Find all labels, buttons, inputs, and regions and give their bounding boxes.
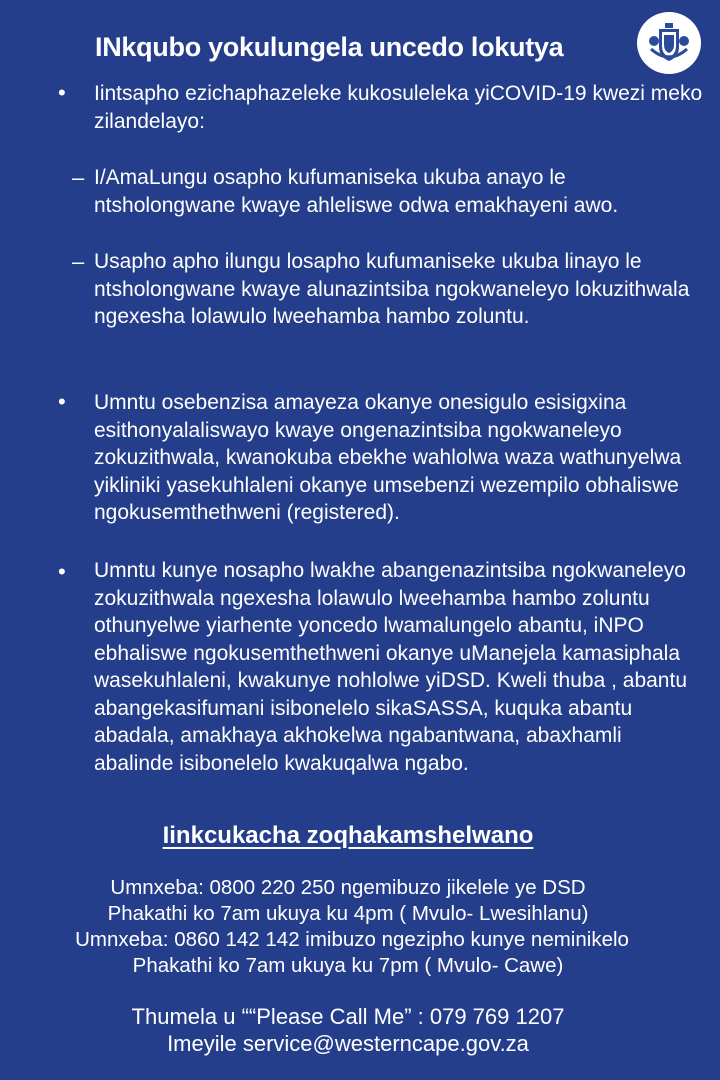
bullet-marker: • <box>58 389 66 414</box>
phone-line-general: Umnxeba: 0800 220 250 ngemibuzo jikelele ye DSD <box>110 876 586 899</box>
criteria-sub-item-1: I/AmaLungu osapho kufumaniseka ukuba anayo le ntsholongwane kwaye ahleliswe odwa emakhayeni awo. <box>94 166 619 217</box>
email-address[interactable]: Imeyile service@westerncape.gov.za <box>167 1031 529 1056</box>
western-cape-coat-of-arms-icon <box>645 19 693 67</box>
phone-line-donations: Umnxeba: 0860 142 142 imibuzo ngezipho kunye neminikelo <box>75 928 629 951</box>
bullet-marker: • <box>58 80 66 105</box>
contact-heading: Iinkcukacha zoqhakamshelwano <box>162 822 534 849</box>
criteria-sub-item-2: Usapho apho ilungu losapho kufumaniseke ukuba linayo le ntsholongwane kwaye alunazintsiba ngokwaneleyo lokuzithwala ngexesha lolawulo lweehamba hambo zoluntu. <box>94 250 690 328</box>
please-call-me-number: Thumela u ““Please Call Me” : 079 769 1207 <box>131 1004 565 1029</box>
dash-marker: – <box>72 249 85 274</box>
coat-of-arms-logo <box>637 12 701 74</box>
criteria-item-2: Umntu osebenzisa amayeza okanye onesigulo esisigxina esithonyalaliswayo kwaye ongenazintsiba ngokwaneleyo zokuzithwala, kwanokuba ebekhe wahlolwa waza wathunyelwa yikliniki yasekuhlaleni okanye umsebenzi wezempilo obhaliswe ngokusemthethweni (registered). <box>94 391 682 524</box>
hours-line-general: Phakathi ko 7am ukuya ku 4pm ( Mvulo- Lwesihlanu) <box>107 902 589 925</box>
criteria-item-3: Umntu kunye nosapho lwakhe abangenazintsiba ngokwaneleyo zokuzithwala ngexesha lolawulo lweehamba hambo zoluntu othunyelwe yiarhente yoncedo lwamalungelo abantu, iNPO ebhaliswe ngokusemthethweni okanye uManejela kamasiphala wasekuhlaleni, kwakunye nohlolwe yiDSD. Kweli thuba , abantu abangekasifumani isibonelelo sikaSASSA, kuquka abantu abadala, amakhaya akhokelwa ngabantwana, abaxhamli abalinde isibonelelo kwakuqalwa ngabo. <box>94 559 688 775</box>
bullet-marker: • <box>58 559 66 584</box>
hours-line-donations: Phakathi ko 7am ukuya ku 7pm ( Mvulo- Cawe) <box>132 954 564 977</box>
criteria-item-1: Iintsapho ezichaphazeleke kukosuleleka yiCOVID-19 kwezi meko zilandelayo: <box>94 82 703 133</box>
dash-marker: – <box>72 165 85 190</box>
page-title: INkqubo yokulungela uncedo lokutya <box>95 32 564 62</box>
